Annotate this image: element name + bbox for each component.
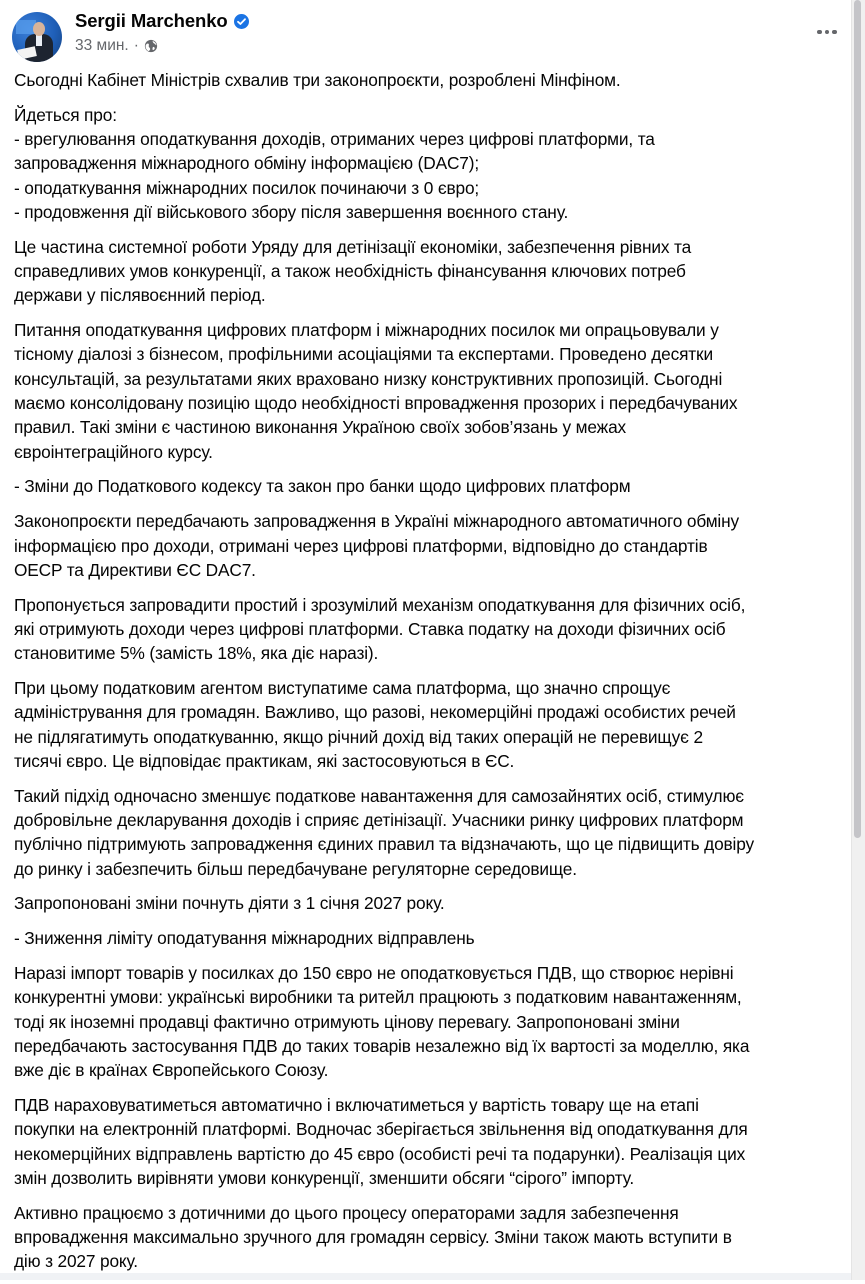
- post-paragraph: [14, 784, 852, 881]
- post-text-line: Активно працюємо з дотичними до цього процесу операторами задля забезпечення: [14, 1202, 679, 1223]
- post-text-line: становитиме 5% (замість 18%, яка діє наразі).: [14, 643, 379, 664]
- post-header: [12, 10, 842, 60]
- post-text-line: тісному діалозі з бізнесом, профільними асоціаціями та експертами. Проведено десятки: [14, 344, 713, 365]
- post-text-line: Сьогодні Кабінет Міністрів схвалив три законопроєкти, розроблені Мінфіном.: [14, 70, 621, 90]
- post-text-line: некомерційних відправлень вартістю до 45 євро (особисті речі та подарунки). Реалізація цих: [14, 1143, 746, 1164]
- post-text-line: не підлягатимуть оподаткуванню, якщо річний дохід від таких операцій не перевищує 2: [14, 726, 703, 747]
- post-paragraph: [14, 961, 852, 1082]
- post-text-line: конкурентні умови: українські виробники та ритейл працюють з податковим навантаженням,: [14, 987, 742, 1008]
- post-paragraph: [14, 1201, 852, 1274]
- post-paragraph: [14, 474, 852, 498]
- post-text-line: ПДВ нараховуватиметься автоматично і включатиметься у вартість товару ще на етапі: [14, 1094, 699, 1115]
- more-options-button[interactable]: [812, 22, 842, 42]
- post-text-line: євроінтеграційного курсу.: [14, 441, 213, 462]
- more-horizontal-icon-dot: [817, 30, 822, 35]
- post-text-line: адміністрування для громадян. Важливо, що разові, некомерційні продажі особистих речей: [14, 702, 736, 723]
- post-timestamp-link[interactable]: 33 мин.: [75, 37, 129, 54]
- post-text-line: до ринку і забезпечить більш передбачуване регуляторне середовище.: [14, 858, 577, 879]
- post-text-line: передбачають застосування ПДВ до таких товарів незалежно від їх вартості за моделлю, яка: [14, 1035, 750, 1056]
- post-text-line: правил. Такі зміни є частиною виконання Україною своїх зобов’язань у межах: [14, 417, 627, 438]
- post-text-line: При цьому податковим агентом виступатиме сама платформа, що значно спрощує: [14, 678, 671, 699]
- post-text-line: справедливих умов конкуренції, а також необхідність фінансування ключових потреб: [14, 261, 686, 282]
- post-meta: [75, 37, 158, 55]
- post-text-line: держави у післявоєнний період.: [14, 285, 266, 306]
- post-text-line: - Зниження ліміту оподатування міжнародних відправлень: [14, 928, 475, 949]
- post-text-line: тоді як іноземні продавці фактично отримують цінову перевагу. Запропоновані зміни: [14, 1011, 680, 1032]
- post-bottom-divider: [0, 1273, 852, 1280]
- post-text-line: покупки на електронній платформі. Водночас зберігається звільнення від оподаткування для: [14, 1119, 748, 1140]
- post-paragraph: [14, 235, 852, 308]
- post-text-line: змін дозволить вирівняти умови конкуренції, зменшити обсяги “сірого” імпорту.: [14, 1167, 635, 1188]
- avatar-figure-head: [33, 22, 45, 36]
- post-paragraph: [14, 103, 852, 224]
- scrollbar-thumb[interactable]: [854, 0, 861, 838]
- post-paragraph: [14, 676, 852, 773]
- verified-badge-icon: [234, 14, 249, 29]
- post-text-line: - врегулювання оподаткування доходів, отриманих через цифрові платформи, та: [14, 129, 655, 150]
- post-text-line: - оподаткування міжнародних посилок починаючи з 0 євро;: [14, 177, 480, 198]
- post-text-line: консультацій, за результатами яких враховано низку конструктивних пропозицій. Сьогодні: [14, 368, 723, 389]
- post-text-line: інформацією про доходи, отримані через цифрові платформи, відповідно до стандартів: [14, 535, 708, 556]
- post-paragraph: [14, 509, 852, 582]
- more-horizontal-icon-dot: [825, 30, 830, 35]
- post-text-line: OECP та Директиви ЄС DAC7.: [14, 559, 256, 580]
- author-row: [75, 10, 249, 32]
- post-text-line: Пропонується запровадити простий і зрозумілий механізм оподаткування для фізичних осіб,: [14, 594, 746, 615]
- author-name-link[interactable]: Sergii Marchenko: [75, 10, 228, 31]
- more-horizontal-icon-dot: [832, 30, 837, 35]
- post-paragraph: [14, 926, 852, 950]
- vertical-scrollbar[interactable]: [851, 0, 865, 1280]
- post-text-line: - продовження дії військового збору після завершення воєнного стану.: [14, 201, 569, 222]
- meta-separator: ·: [133, 37, 139, 54]
- post-text-line: публічно підтримують запровадження єдиних правил та відзначають, що це підвищить довіру: [14, 834, 755, 855]
- post-text-line: запровадження міжнародного обміну інформацією (DAC7);: [14, 153, 479, 174]
- post-text-line: Йдеться про:: [14, 104, 117, 125]
- post-paragraph: [14, 1093, 852, 1190]
- author-avatar[interactable]: [12, 12, 62, 62]
- post-text-line: дію з 2027 року.: [14, 1251, 138, 1272]
- globe-icon[interactable]: [144, 39, 158, 53]
- post-paragraph: [14, 68, 852, 92]
- post-text-line: вже діє в країнах Європейського Союзу.: [14, 1060, 329, 1081]
- post-paragraph: [14, 593, 852, 666]
- post-text-line: - Зміни до Податкового кодексу та закон про банки щодо цифрових платформ: [14, 476, 631, 497]
- post-body: [14, 68, 852, 1284]
- post-text-line: впровадження максимально зручного для громадян сервісу. Зміни також мають вступити в: [14, 1226, 732, 1247]
- post-text-line: Запропоновані зміни почнуть діяти з 1 січня 2027 року.: [14, 893, 445, 914]
- post-text-line: Питання оподаткування цифрових платформ і міжнародних посилок ми опрацьовували у: [14, 320, 719, 341]
- post-text-line: Такий підхід одночасно зменшує податкове навантаження для самозайнятих осіб, стимулює: [14, 785, 744, 806]
- post-paragraph: [14, 318, 852, 464]
- post-text-line: тисячі євро. Це відповідає практикам, які застосовуються в ЄС.: [14, 750, 515, 771]
- post-paragraph: [14, 891, 852, 915]
- post-text-line: Наразі імпорт товарів у посилках до 150 євро не оподатковується ПДВ, що створює нерівні: [14, 963, 734, 983]
- post-text-line: Законопроєкти передбачають запровадження в Україні міжнародного автоматичного обміну: [14, 511, 739, 532]
- post-text-line: добровільне декларування доходів і сприяє детінізації. Учасники ринку цифрових платформ: [14, 810, 744, 831]
- post-text-line: які отримують доходи через цифрові платформи. Ставка податку на доходи фізичних осіб: [14, 618, 726, 639]
- post-text-line: маємо консолідовану позицію щодо необхідності впровадження прозорих і передбачуваних: [14, 393, 738, 414]
- post-text-line: Це частина системної роботи Уряду для детінізації економіки, забезпечення рівних та: [14, 236, 692, 257]
